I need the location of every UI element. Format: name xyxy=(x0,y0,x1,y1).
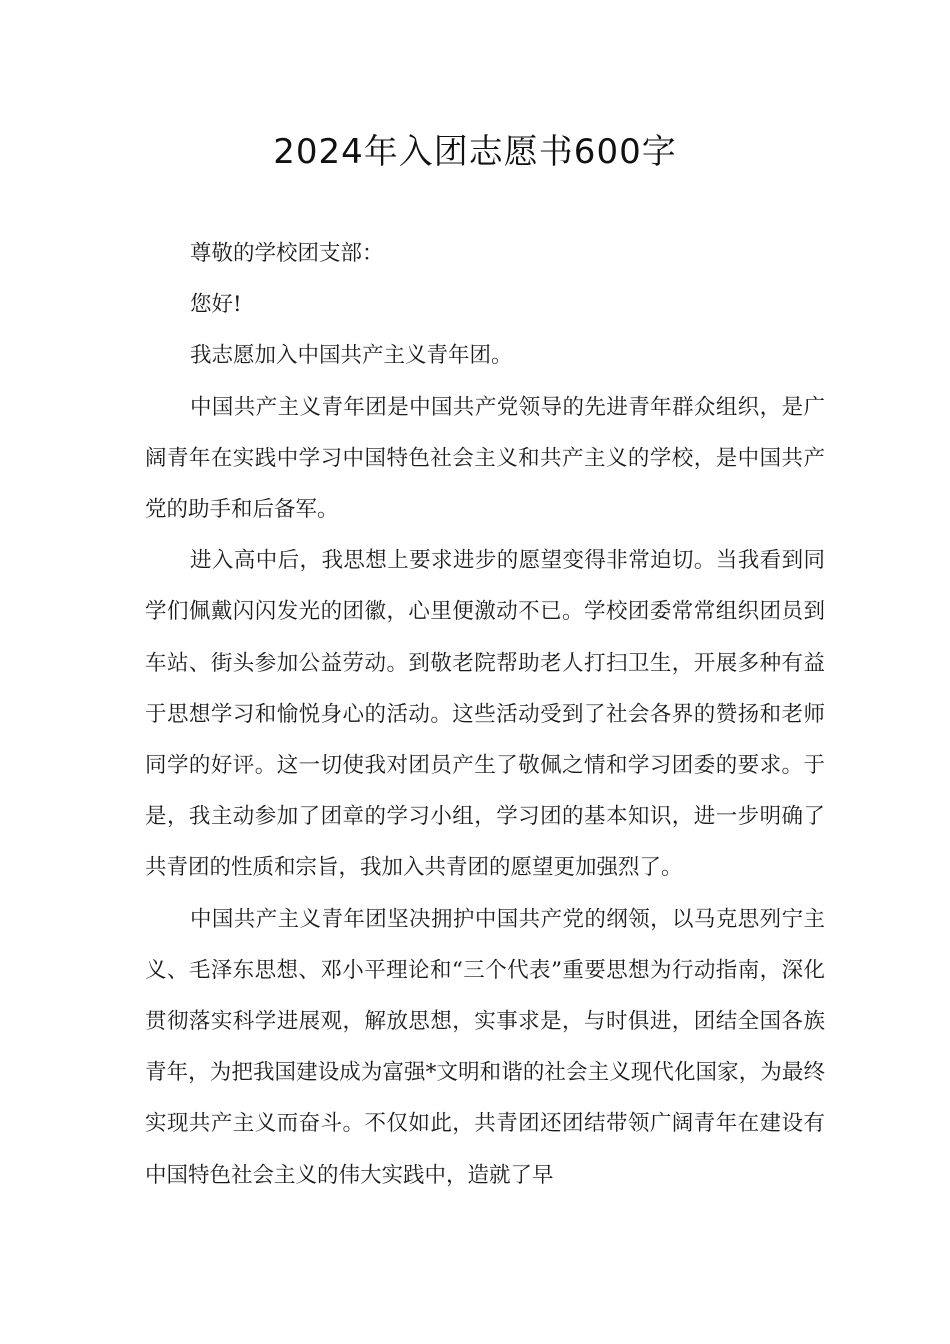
paragraph: 进入高中后，我思想上要求进步的愿望变得非常迫切。当我看到同学们佩戴闪闪发光的团徽，心里便激动不已。学校团委常常组织团员到车站、街头参加公益劳动。到敬老院帮助老人打扫卫生，开展多种有益于思想学习和愉悦身心的活动。这些活动受到了社会各界的赞扬和老师同学的好评。这一切使我对团员产生了敬佩之情和学习团委的要求。于是，我主动参加了团章的学习小组，学习团的基本知识，进一步明确了共青团的性质和宗旨，我加入共青团的愿望更加强烈了。 xyxy=(145,548,825,881)
document-body xyxy=(145,228,825,1201)
greeting: 您好! xyxy=(190,292,242,318)
salutation: 尊敬的学校团支部： xyxy=(190,241,384,266)
document-title: 2024年入团志愿书600字 xyxy=(273,132,677,172)
paragraph: 我志愿加入中国共产主义青年团。 xyxy=(190,343,513,369)
paragraph: 中国共产主义青年团坚决拥护中国共产党的纲领，以马克思列宁主义、毛泽东思想、邓小平理论和“三个代表”重要思想为行动指南，深化贯彻落实科学进展观，解放思想，实事求是，与时俱进，团结全国各族青年，为把我国建设成为富强*文明和谐的社会主义现代化国家，为最终实现共产主义而奋斗。不仅如此，共青团还团结带领广阔青年在建设有中国特色社会主义的伟大实践中，造就了早 xyxy=(145,906,825,1188)
paragraph: 中国共产主义青年团是中国共产党领导的先进青年群众组织，是广阔青年在实践中学习中国特色社会主义和共产主义的学校，是中国共产党的助手和后备军。 xyxy=(145,394,825,523)
